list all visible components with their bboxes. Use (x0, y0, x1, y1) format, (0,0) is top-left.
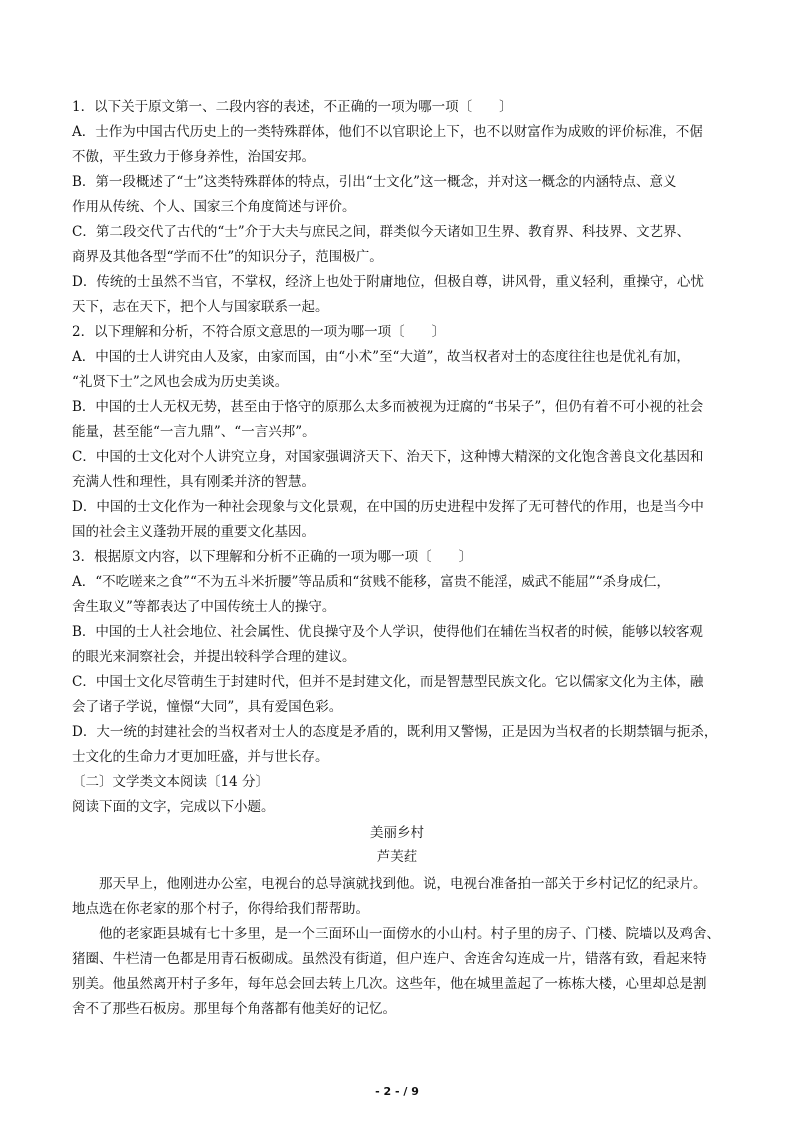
question-2-option-b-cont: 能量，甚至能“一言九鼎”、“一言兴邦”。 (72, 424, 316, 440)
question-2-option-c: C．中国的士文化对个人讲究立身，对国家强调济天下、治天下，这种博大精深的文化饱含善良文化基因和 (72, 449, 704, 465)
question-3-option-d-cont: 士文化的生命力才更加旺盛，并与世长存。 (72, 749, 329, 765)
question-3-option-d: D．大一统的封建社会的当权者对士人的态度是矛盾的，既利用又警惕，正是因为当权者的长期禁锢与扼杀， (72, 724, 718, 740)
question-1-option-d-cont: 天下，志在天下，把个人与国家联系一起。 (72, 299, 329, 315)
question-1-option-c-cont: 商界及其他各型“学而不仕”的知识分子，范围极广。 (72, 249, 383, 265)
question-2 (72, 320, 732, 545)
story-paragraph-2-line: 猪圈、牛栏清一色都是用青石板砌成。虽然没有街道，但户连户、舍连舍勾连成一片，错落有致，看起来特 (72, 951, 707, 967)
story-title: 美丽乡村 (370, 825, 424, 841)
question-3-option-b-cont: 的眼光来洞察社会，并提出较科学合理的建议。 (72, 649, 356, 665)
story-paragraph-2-line: 别美。他虽然离开村子多年，每年总会回去转上几次。这些年，他在城里盖起了一栋栋大楼，心里却总是割 (72, 976, 707, 992)
question-2-option-d-cont: 国的社会主义蓬勃开展的重要文化基因。 (72, 524, 315, 540)
section-heading: 〔二〕文学类文本阅读〔14 分〕 (72, 774, 269, 790)
story-body (72, 872, 732, 1022)
story-author: 芦芙荭 (376, 849, 418, 865)
question-1-option-a-cont: 不傲，平生致力于修身养性，治国安邦。 (72, 149, 315, 165)
question-3 (72, 545, 732, 770)
question-1-option-a: A．士作为中国古代历史上的一类特殊群体，他们不以官职论上下，也不以财富作为成败的评价标准，不倨 (72, 124, 703, 140)
question-1-option-c: C．第二段交代了古代的“士”介于大夫与庶民之间，群类似今天诸如卫生界、教育界、科技界、文艺界、 (72, 224, 691, 240)
page-number: - 2 - / 9 (375, 1085, 419, 1098)
question-3-option-c-cont: 会了诸子学说，憧憬“大同”，具有爱国色彩。 (72, 699, 343, 715)
question-1-option-b: B．第一段概述了“士”这类特殊群体的特点，引出“士文化”这一概念，并对这一概念的内涵特点、意义 (72, 174, 677, 190)
story-paragraph-1-line: 地点选在你老家的那个村子，你得给我们帮帮助。 (72, 901, 369, 917)
question-3-option-c: C．中国士文化尽管萌生于封建时代，但并不是封建文化，而是智慧型民族文化。它以儒家文化为主体，融 (72, 674, 704, 690)
story-paragraph-2-line: 舍不了那些石板房。那里每个角落都有他美好的记忆。 (72, 1001, 396, 1017)
question-2-option-b: B．中国的士人无权无势，甚至由于恪守的原那么太多而被视为迂腐的“书呆子”，但仍有着不可小视的社会 (72, 399, 704, 415)
story-paragraph-2-line: 他的老家距县城有七十多里，是一个三面环山一面傍水的小山村。村子里的房子、门楼、院墙以及鸡舍、 (72, 926, 720, 942)
story-paragraph-1-line: 那天早上，他刚进办公室，电视台的总导演就找到他。说，电视台准备拍一部关于乡村记忆的纪录片。 (72, 876, 707, 892)
section-instruction: 阅读下面的文字，完成以下小题。 (72, 799, 275, 815)
question-3-stem: 3．根据原文内容，以下理解和分析不正确的一项为哪一项〔 〕 (72, 549, 473, 565)
question-2-option-a-cont: “礼贤下士”之风也会成为历史美谈。 (72, 374, 289, 390)
question-3-option-b: B．中国的士人社会地位、社会属性、优良操守及个人学识，使得他们在辅佐当权者的时候，能够以较客观 (72, 624, 703, 640)
question-2-stem: 2．以下理解和分析，不符合原文意思的一项为哪一项〔 〕 (72, 324, 446, 340)
question-2-option-a: A．中国的士人讲究由人及家，由家而国，由“小术”至“大道”，故当权者对士的态度往往也是优礼有加， (72, 349, 690, 365)
question-3-option-a-cont: 舍生取义”等都表达了中国传统士人的操守。 (72, 599, 336, 615)
question-1-stem: 1．以下关于原文第一、二段内容的表述，不正确的一项为哪一项〔 〕 (72, 99, 513, 115)
question-1 (72, 95, 732, 320)
question-1-option-d: D．传统的士虽然不当官，不掌权，经济上也处于附庸地位，但极自尊，讲风骨，重义轻利，重操守，心忧 (72, 274, 704, 290)
question-3-option-a: A．“不吃嗟来之食”“不为五斗米折腰”等品质和“贫贱不能移，富贵不能淫，威武不能屈”“杀身成仁， (72, 574, 671, 590)
question-2-option-d: D．中国的士文化作为一种社会现象与文化景观，在中国的历史进程中发挥了无可替代的作用，也是当今中 (72, 499, 704, 515)
question-2-option-c-cont: 充满人性和理性，具有刚柔并济的智慧。 (72, 474, 315, 490)
question-1-option-b-cont: 作用从传统、个人、国家三个角度简述与评价。 (72, 199, 356, 215)
section-header (72, 770, 732, 820)
